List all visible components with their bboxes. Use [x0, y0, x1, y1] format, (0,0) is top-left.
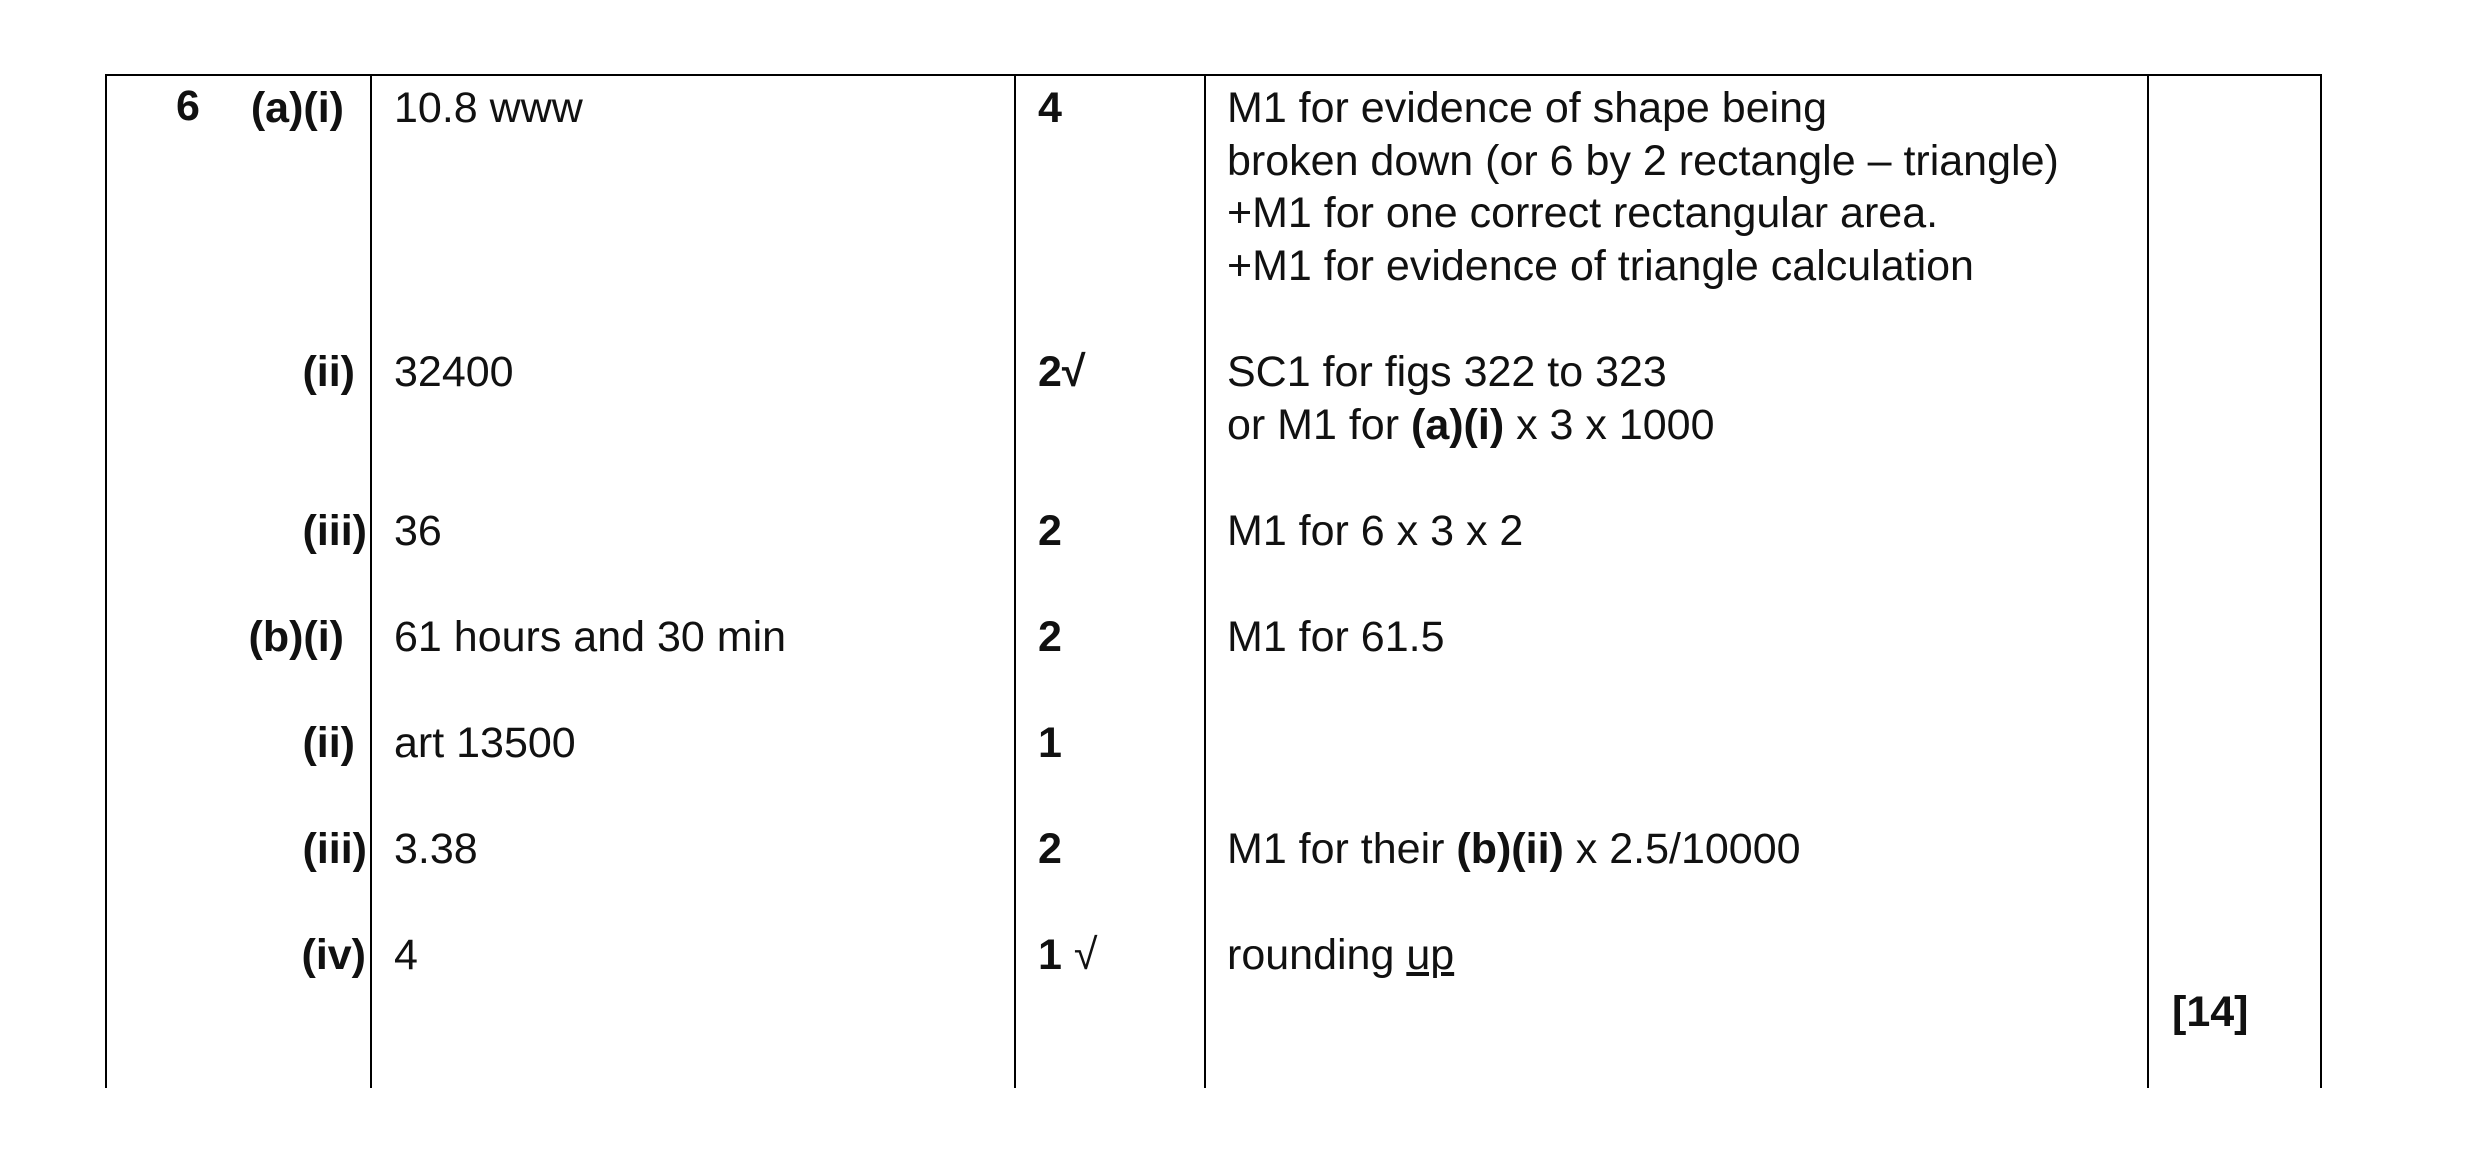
guidance-a-i-line-3: +M1 for one correct rectangular area.	[1227, 189, 1939, 237]
mark-b-i: 2	[1038, 613, 1062, 661]
guidance-b-i: M1 for 61.5	[1227, 613, 1445, 661]
part-label-b-i: (b)(i)	[248, 613, 344, 661]
column-divider-mark	[1204, 74, 1206, 1088]
guidance-a-i-line-2: broken down (or 6 by 2 rectangle – triangle)	[1227, 136, 2059, 185]
table-right-border	[2320, 74, 2322, 1088]
answer-b-iii: 3.38	[394, 825, 478, 873]
answer-b-i: 61 hours and 30 min	[394, 613, 787, 661]
guidance-a-ii	[1227, 346, 1715, 451]
mark-a-iii: 2	[1038, 507, 1062, 555]
part-label-a-ii: (ii)	[302, 348, 355, 396]
answer-b-iv: 4	[394, 931, 418, 979]
total-marks: [14]	[2172, 988, 2249, 1036]
guidance-a-i	[1227, 82, 2059, 292]
guidance-a-ii-line-1: SC1 for figs 322 to 323	[1227, 348, 1667, 396]
answer-a-i: 10.8 www	[394, 84, 583, 132]
mark-b-iii: 2	[1038, 825, 1062, 873]
mark-b-iv: 1 √	[1038, 931, 1098, 979]
guidance-b-iii: M1 for their (b)(ii) x 2.5/10000	[1227, 825, 1801, 873]
mark-b-ii: 1	[1038, 719, 1062, 767]
answer-a-iii: 36	[394, 507, 442, 555]
column-divider-answer	[1014, 74, 1016, 1088]
table-top-border	[105, 74, 2322, 76]
column-divider-part	[370, 74, 372, 1088]
part-label-b-iv: (iv)	[301, 931, 366, 979]
mark-a-ii: 2√	[1038, 348, 1086, 396]
answer-b-ii: art 13500	[394, 719, 576, 767]
column-divider-guidance	[2147, 74, 2149, 1088]
part-label-b-ii: (ii)	[302, 719, 355, 767]
mark-a-i: 4	[1038, 84, 1062, 132]
guidance-a-i-line-4: +M1 for evidence of triangle calculation	[1227, 241, 1974, 290]
part-label-b-iii: (iii)	[302, 825, 367, 873]
guidance-a-ii-line-2: or M1 for (a)(i) x 3 x 1000	[1227, 400, 1715, 449]
guidance-a-iii: M1 for 6 x 3 x 2	[1227, 507, 1524, 555]
guidance-b-iv: rounding up	[1227, 931, 1455, 979]
question-number: 6	[176, 82, 200, 130]
part-label-a-i: (a)(i)	[250, 84, 344, 132]
answer-a-ii: 32400	[394, 348, 514, 396]
part-label-a-iii: (iii)	[302, 507, 367, 555]
guidance-a-i-line-1: M1 for evidence of shape being	[1227, 84, 1828, 132]
